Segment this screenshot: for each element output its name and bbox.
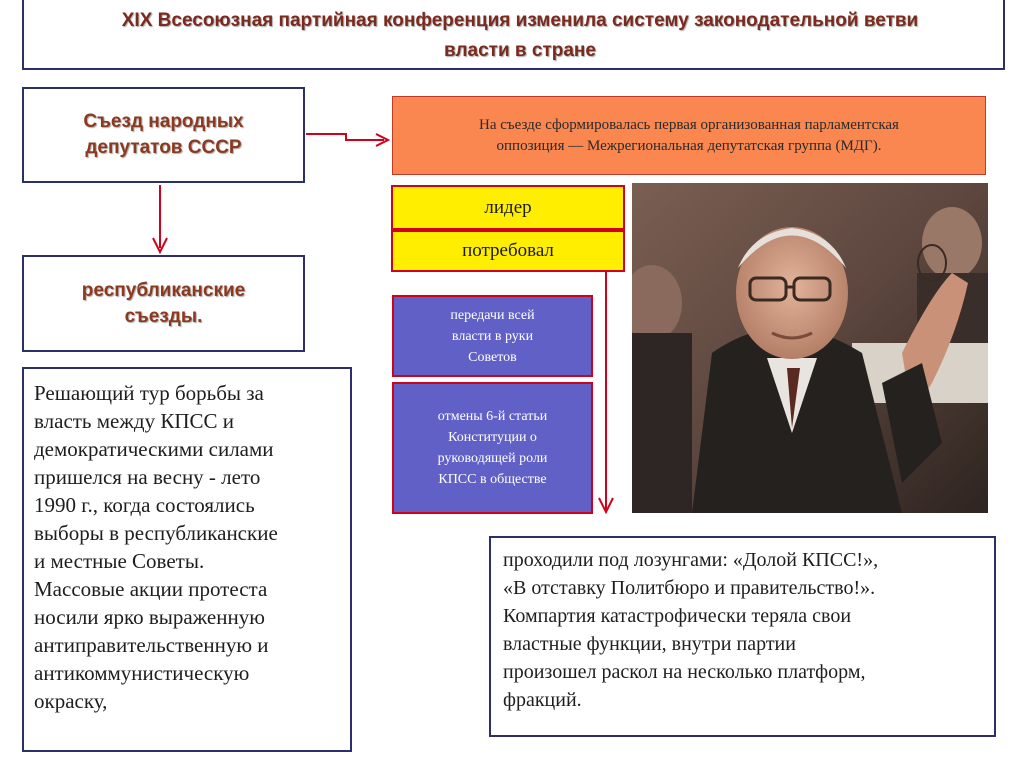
slogans-text-box [489,536,996,737]
slide-title-line-1: XIX Всесоюзная партийная конференция изменила систему законодательной ветви [121,10,919,31]
struggle-line: Решающий тур борьбы за [34,381,264,405]
power-transfer-box [392,295,593,377]
congress-box [22,87,305,183]
opposition-line-2: оппозиция — Межрегиональная депутатская группа (МДГ). [496,137,882,154]
opposition-line-1: На съезде сформировалась первая организованная парламентская [479,116,899,133]
power-line-3: Советов [468,349,517,365]
struggle-line: антикоммунистическую [34,661,250,685]
leader-label-box [391,185,625,230]
slogans-line: проходили под лозунгами: «Долой КПСС!», [503,549,879,571]
republic-congresses-box [22,255,305,352]
opposition-box [392,96,986,175]
struggle-line: власть между КПСС и [34,409,234,433]
republic-line-1: республиканские [81,279,246,301]
struggle-line: 1990 г., когда состоялись [34,493,255,517]
slide-title [40,6,1000,66]
speaker-photo-illustration [632,183,988,513]
congress-line-2: депутатов СССР [85,137,242,158]
article-line-3: руководящей роли [437,451,548,466]
demanded-label: потребовал [462,240,554,261]
slogans-line: Компартия катастрофически теряла свои [503,605,852,627]
slide-title-line-2: власти в стране [444,40,596,61]
struggle-line: антиправительственную и [34,633,269,657]
power-line-1: передачи всей [450,307,535,323]
congress-line-1: Съезд народных [83,111,244,132]
leader-label: лидер [484,196,532,218]
struggle-line: выборы в республиканские [34,521,278,545]
arrow-to-opposition-icon [306,134,384,140]
article-line-2: Конституции о [448,430,537,445]
republic-line-2: съезды. [124,305,203,327]
struggle-line: демократическими силами [34,437,274,461]
struggle-line: Массовые акции протеста [34,577,268,601]
power-line-2: власти в руки [451,328,534,344]
struggle-line: носили ярко выраженную [34,605,265,629]
article-line-1: отмены 6-й статьи [437,409,548,424]
slogans-line: произошел раскол на несколько платформ, [503,661,866,683]
slogans-line: властные функции, внутри партии [503,633,796,655]
demanded-label-box [391,230,625,272]
slogans-line: «В отставку Политбюро и правительство!». [503,577,876,599]
struggle-line: и местные Советы. [34,549,205,573]
struggle-text-box [22,367,352,752]
article-line-4: КПСС в обществе [438,472,547,487]
slogans-line: фракций. [503,689,582,711]
struggle-line: окраску, [34,689,108,713]
article-six-box [392,382,593,514]
speaker-photo [632,183,988,513]
struggle-line: пришелся на весну - лето [34,465,261,489]
